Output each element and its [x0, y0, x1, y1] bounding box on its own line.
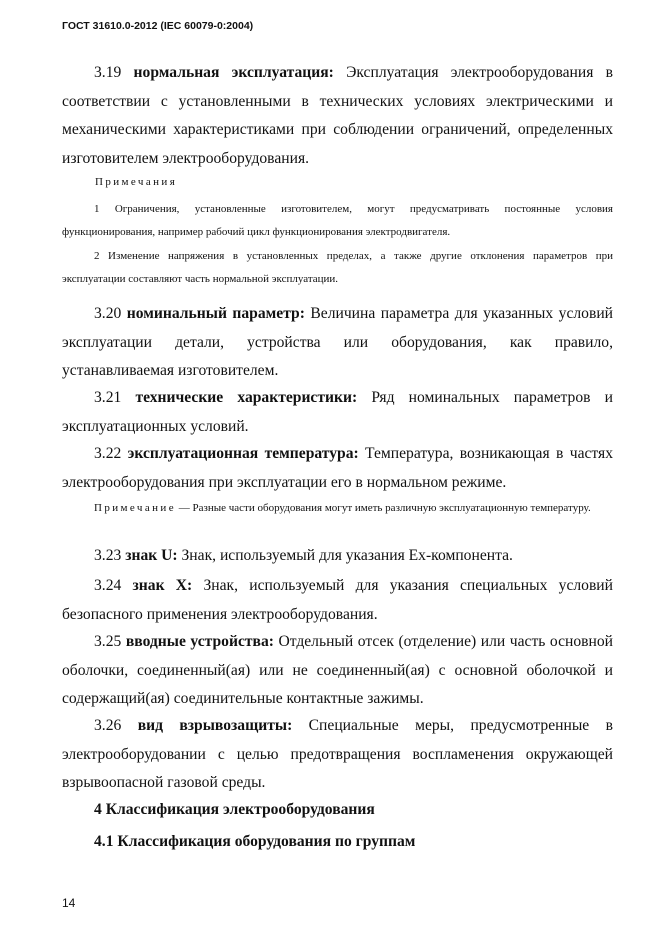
definition-text: Знак, используемый для указания Ex-компонента. [177, 547, 513, 564]
definition-3-19 [62, 59, 613, 173]
section-heading-4-1: 4.1 Классификация оборудования по группам [94, 833, 416, 850]
definition-3-23 [62, 542, 613, 571]
term: технические характеристики: [135, 389, 358, 406]
item-number: 3.23 [94, 547, 122, 564]
term: знак X: [132, 577, 193, 594]
definition-3-26 [62, 712, 613, 798]
definition-text: Величина параметра для указанных условий эксплуатации детали, устройства или оборудования, как правило, устанавливаемая изготовителем. [62, 305, 614, 379]
item-number: 3.24 [94, 577, 122, 594]
note-text: — Разные части оборудования могут иметь различную эксплуатационную температуру. [175, 502, 591, 514]
notes-title: Примечания [95, 176, 178, 188]
term: вид взрывозащиты: [137, 717, 293, 734]
definition-text: Эксплуатация электрооборудования в соответствии с установленными в технических условиях электрическими и механическими характеристиками при соблюдении ограничений, определенных изготовителем электрооборудования. [62, 64, 613, 167]
definition-3-20 [62, 300, 613, 386]
definition-text: Специальные меры, предусмотренные в электрооборудовании с целью предотвращения воспламенения окружающей взрывоопасной газовой среды. [62, 717, 613, 791]
term: номинальный параметр: [126, 305, 305, 322]
document-header: ГОСТ 31610.0-2012 (IEC 60079-0:2004) [62, 20, 254, 32]
section-heading-4: 4 Классификация электрооборудования [94, 801, 375, 818]
term: вводные устройства: [125, 633, 274, 650]
definition-3-21 [62, 384, 613, 441]
note-2: 2 Изменение напряжения в установленных пределах, а также другие отклонения параметров при эксплуатации составляют часть нормальной эксплуатации. [62, 250, 613, 285]
item-number: 3.26 [94, 717, 122, 734]
note-3-22 [62, 497, 613, 520]
term: эксплуатационная температура: [127, 445, 359, 462]
page-number: 14 [62, 896, 76, 910]
definition-text: Температура, возникающая в частях электрооборудования при эксплуатации его в нормальном режиме. [62, 445, 613, 491]
definition-3-24 [62, 572, 613, 629]
term: знак U: [125, 547, 178, 564]
item-number: 3.20 [94, 305, 122, 322]
definition-text: Отдельный отсек (отделение) или часть основной оболочки, соединенный(ая) или не соединенный(ая) с основной оболочкой и содержащий(ая) соединительные контактные зажимы. [62, 633, 613, 707]
item-number: 3.22 [94, 445, 122, 462]
term: нормальная эксплуатация: [133, 64, 334, 81]
definition-text: Знак, используемый для указания специальных условий безопасного применения электрооборудования. [62, 577, 613, 623]
item-number: 3.25 [94, 633, 122, 650]
definition-3-25 [62, 628, 613, 714]
note-1: 1 Ограничения, установленные изготовителем, могут предусматривать постоянные условия функционирования, например рабочий цикл функционирования электродвигателя. [62, 203, 613, 238]
definition-text: Ряд номинальных параметров и эксплуатационных условий. [62, 389, 613, 435]
item-number: 3.21 [94, 389, 122, 406]
definition-3-22 [62, 440, 613, 497]
note-label: Примечание [94, 502, 176, 514]
item-number: 3.19 [94, 64, 122, 81]
